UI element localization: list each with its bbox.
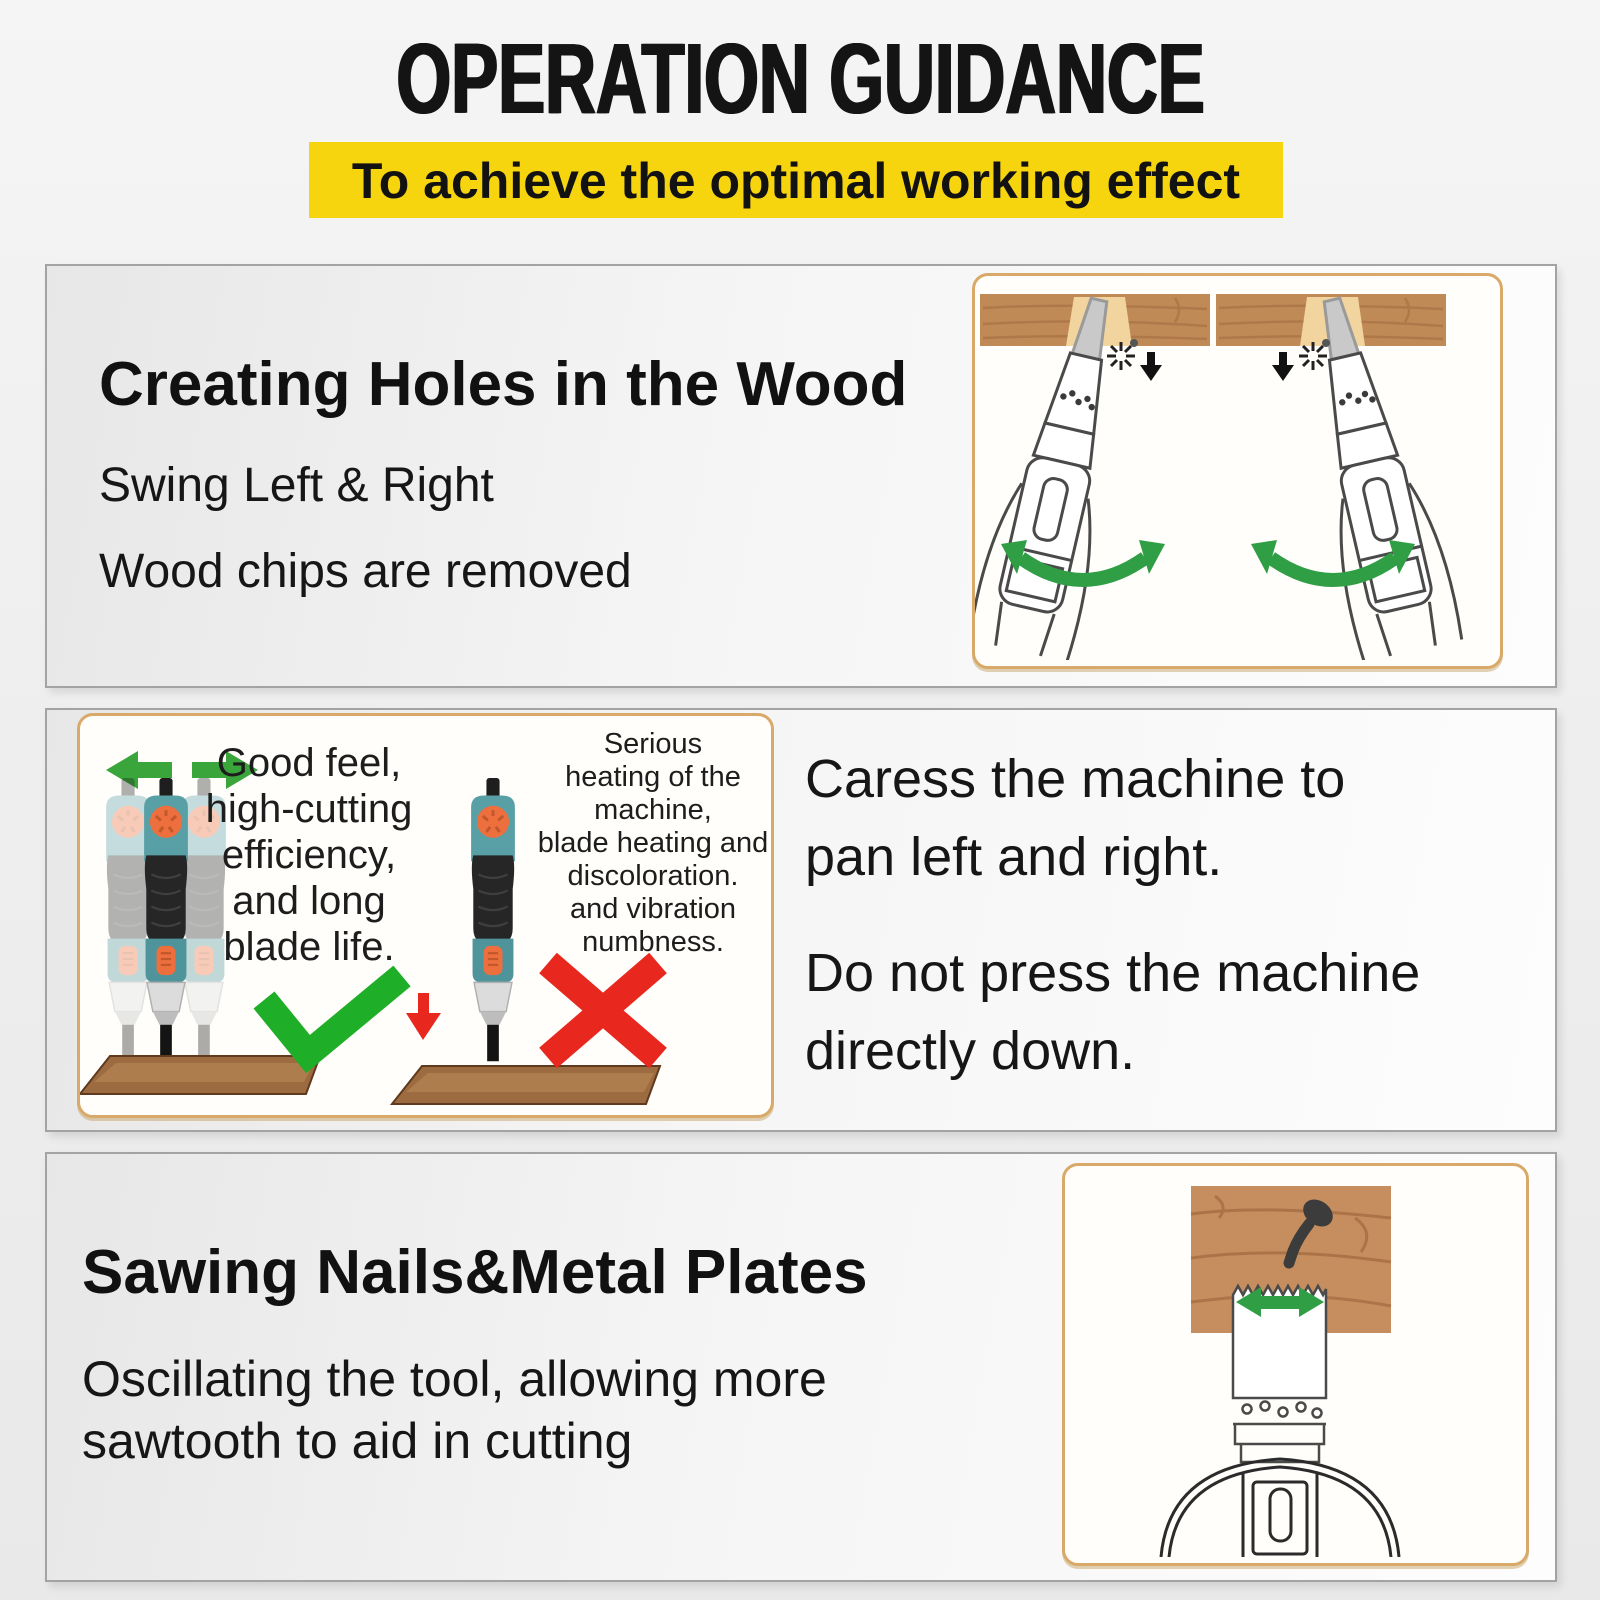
caress-line2: pan left and right. bbox=[805, 827, 1223, 887]
panel-creating-holes bbox=[45, 264, 1557, 688]
sawing-illustration-card bbox=[1062, 1163, 1529, 1566]
down-arrow-icon bbox=[1140, 352, 1162, 381]
panel1-line1: Swing Left & Right bbox=[99, 459, 494, 512]
panel3-heading: Sawing Nails&Metal Plates bbox=[82, 1238, 868, 1307]
good-technique-caption: Good feel, high-cutting efficiency, and long blade life. bbox=[205, 741, 413, 969]
panel-sawing-nails bbox=[45, 1152, 1557, 1582]
caress-line1: Caress the machine to bbox=[805, 749, 1346, 809]
page-title: OPERATION GUIDANCE bbox=[395, 22, 1205, 135]
panel3-line1: Oscillating the tool, allowing more bbox=[82, 1351, 827, 1407]
panel3-line2: sawtooth to aid in cutting bbox=[82, 1413, 633, 1469]
comparison-card bbox=[77, 713, 774, 1118]
panel1-heading: Creating Holes in the Wood bbox=[99, 350, 908, 419]
sawing-illustration bbox=[1065, 1166, 1520, 1557]
press-line2: directly down. bbox=[805, 1021, 1136, 1081]
bad-technique-caption: Serious heating of the machine, blade heating and discoloration. and vibration numbness. bbox=[537, 728, 769, 958]
saw-blade bbox=[1233, 1286, 1326, 1462]
wood-plank bbox=[980, 294, 1446, 346]
check-icon bbox=[264, 976, 402, 1054]
press-line1: Do not press the machine bbox=[805, 943, 1421, 1003]
panel-pressure-advice bbox=[45, 708, 1557, 1132]
subtitle-banner bbox=[309, 142, 1283, 218]
red-down-arrow-icon bbox=[406, 993, 441, 1040]
cross-icon bbox=[548, 963, 658, 1058]
swing-illustration bbox=[975, 276, 1494, 660]
down-arrow-icon bbox=[1272, 352, 1294, 381]
tool-head bbox=[1161, 1459, 1399, 1557]
panel1-line2: Wood chips are removed bbox=[99, 545, 632, 598]
wood-plank bbox=[80, 1056, 660, 1104]
swing-illustration-card bbox=[972, 273, 1503, 669]
subtitle-text: To achieve the optimal working effect bbox=[351, 153, 1241, 209]
tool-pressed bbox=[471, 778, 515, 1061]
